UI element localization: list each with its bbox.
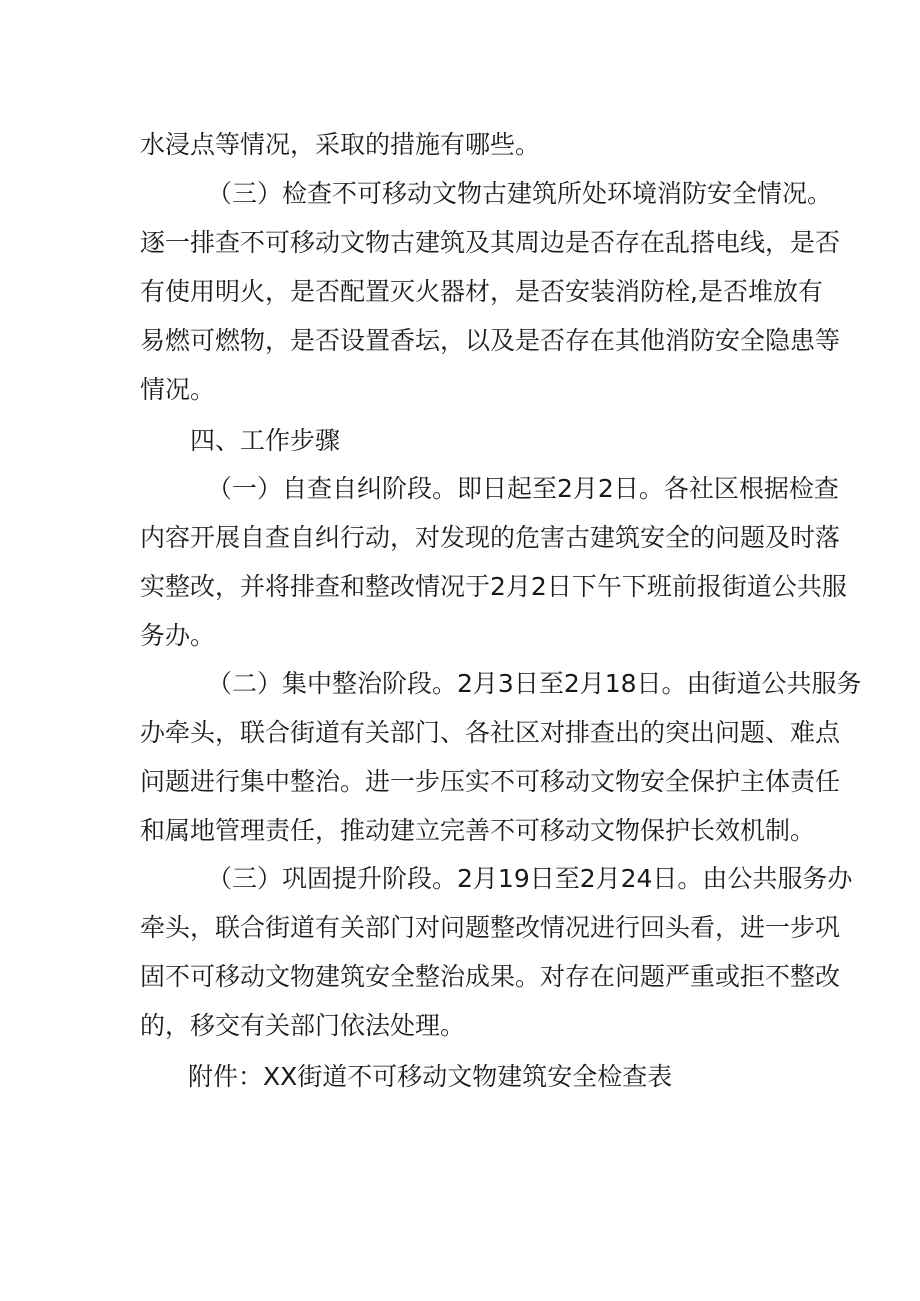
paragraph-line: 易燃可燃物，是否设置香坛，以及是否存在其他消防安全隐患等 <box>140 326 841 355</box>
paragraph-line: 办牵头，联合街道有关部门、各社区对排查出的突出问题、难点 <box>140 718 841 747</box>
attachment-note: 附件：XX街道不可移动文物建筑安全检查表 <box>188 1062 673 1091</box>
paragraph-line: 的，移交有关部门依法处理。 <box>140 1011 466 1040</box>
paragraph-line: 务办。 <box>140 621 216 650</box>
paragraph-line: 逐一排查不可移动文物古建筑及其周边是否存在乱搭电线，是否 <box>140 228 841 257</box>
section-heading-work-steps: 四、工作步骤 <box>190 426 341 455</box>
paragraph-line: 问题进行集中整治。进一步压实不可移动文物安全保护主体责任 <box>140 767 841 796</box>
paragraph-line: 实整改，并将排查和整改情况于2月2日下午下班前报街道公共服 <box>140 572 847 601</box>
paragraph-line: 水浸点等情况，采取的措施有哪些。 <box>140 130 541 159</box>
section-3-heading-line: （三）检查不可移动文物古建筑所处环境消防安全情况。 <box>207 179 833 208</box>
paragraph-line: 情况。 <box>140 375 216 404</box>
paragraph-line: 牵头，联合街道有关部门对问题整改情况进行回头看，进一步巩 <box>140 913 841 942</box>
paragraph-line: （三）巩固提升阶段。2月19日至2月24日。由公共服务办 <box>207 864 853 893</box>
paragraph-line: 内容开展自查自纠行动，对发现的危害古建筑安全的问题及时落 <box>140 523 841 552</box>
paragraph-line: （一）自查自纠阶段。即日起至2月2日。各社区根据检查 <box>207 474 839 503</box>
paragraph-line: 固不可移动文物建筑安全整治成果。对存在问题严重或拒不整改 <box>140 962 841 991</box>
paragraph-line: 和属地管理责任，推动建立完善不可移动文物保护长效机制。 <box>140 816 816 845</box>
paragraph-line: 有使用明火，是否配置灭火器材，是否安装消防栓,是否堆放有 <box>140 277 823 306</box>
paragraph-line: （二）集中整治阶段。2月3日至2月18日。由街道公共服务 <box>207 669 862 698</box>
